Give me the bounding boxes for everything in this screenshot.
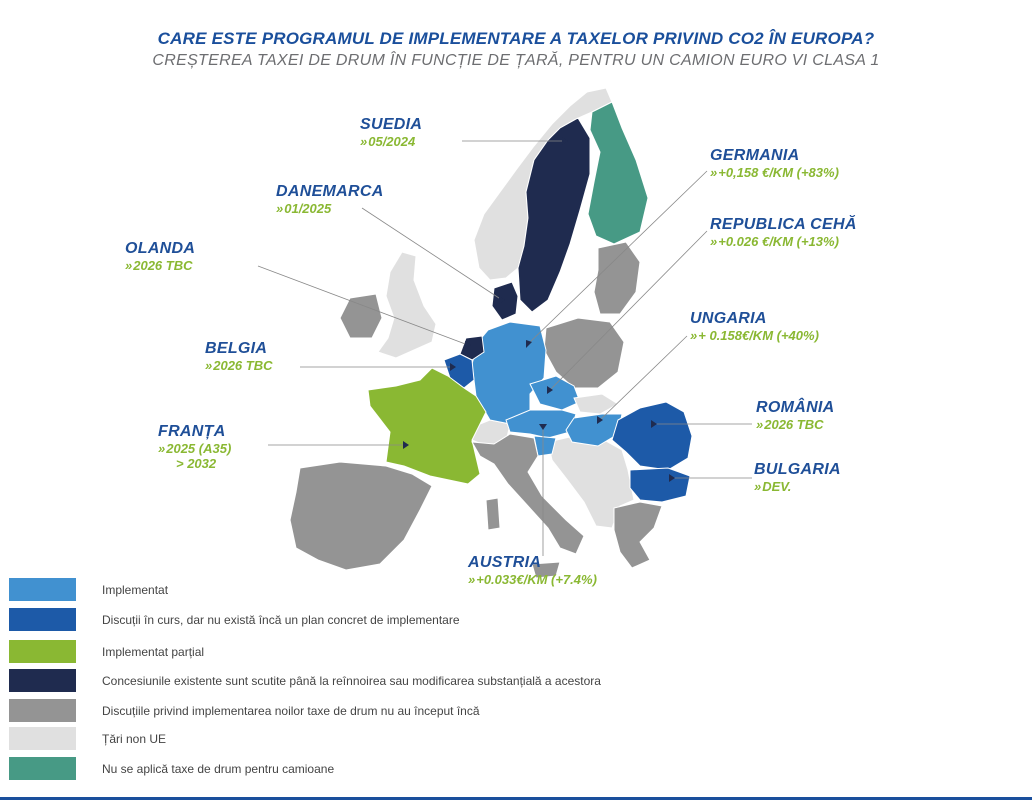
label-romania-value: 2026 TBC — [764, 417, 824, 432]
chevron-icon: » — [205, 358, 210, 373]
label-austria-value: +0.033€/KM (+7.4%) — [476, 572, 597, 587]
country-bulgaria — [630, 468, 690, 502]
chevron-icon: » — [754, 479, 759, 494]
chevron-icon: » — [125, 258, 130, 273]
chevron-icon: » — [468, 572, 473, 587]
legend-label: Discuții în curs, dar nu există încă un plan concret de implementare — [102, 613, 460, 627]
label-romania — [756, 400, 835, 431]
label-belgia — [205, 341, 272, 372]
page-subtitle: CREȘTEREA TAXEI DE DRUM ÎN FUNCȚIE DE ȚARĂ, PENTRU UN CAMION EURO VI CLASA 1 — [152, 52, 880, 69]
label-olanda — [125, 241, 195, 272]
label-suedia-name: SUEDIA — [360, 116, 423, 133]
chevron-icon: » — [710, 165, 715, 180]
label-bulgaria-name: BULGARIA — [754, 461, 841, 478]
label-franta-value2: > 2032 — [176, 456, 217, 471]
legend-label: Nu se aplică taxe de drum pentru camioane — [102, 762, 335, 776]
legend-label: Țări non UE — [102, 732, 167, 746]
label-germania — [710, 148, 839, 179]
chevron-icon: » — [690, 328, 695, 343]
legend-item-not-applicable — [9, 757, 709, 781]
legend-item-discussion — [9, 608, 709, 632]
label-austria-name: AUSTRIA — [468, 554, 542, 571]
label-ungaria — [690, 311, 819, 342]
legend-swatch — [9, 640, 76, 663]
label-republica-ceha — [710, 217, 857, 248]
label-franta-value: 2025 (A35) — [166, 441, 232, 456]
chevron-icon: » — [710, 234, 715, 249]
label-franta — [158, 424, 231, 470]
legend-swatch — [9, 578, 76, 601]
country-sardinia — [486, 498, 500, 530]
country-uk — [378, 252, 436, 358]
chevron-icon: » — [756, 417, 761, 432]
label-republica-ceha-value: +0.026 €/KM (+13%) — [718, 234, 839, 249]
legend-item-not-started — [9, 699, 709, 723]
label-danemarca — [276, 184, 384, 215]
legend-label: Implementat parțial — [102, 645, 205, 659]
legend-item-non-eu — [9, 727, 709, 751]
chevron-icon: » — [276, 201, 281, 216]
label-germania-name: GERMANIA — [710, 147, 800, 164]
legend-swatch — [9, 669, 76, 692]
label-bulgaria-value: DEV. — [762, 479, 792, 494]
legend-swatch — [9, 757, 76, 780]
country-greece — [614, 502, 662, 568]
label-olanda-name: OLANDA — [125, 240, 196, 257]
legend-item-implemented — [9, 578, 709, 602]
label-suedia — [360, 117, 422, 148]
label-olanda-value: 2026 TBC — [133, 258, 193, 273]
legend-label: Concesiunile existente sunt scutite până la reînnoirea sau modificarea substanțială a acestora — [102, 674, 601, 688]
label-belgia-name: BELGIA — [205, 340, 268, 357]
label-romania-name: ROMÂNIA — [756, 399, 835, 416]
legend-label: Discuțiile privind implementarea noilor taxe de drum nu au început încă — [102, 704, 480, 718]
label-belgia-value: 2026 TBC — [213, 358, 273, 373]
country-slovakia — [574, 394, 618, 414]
label-franta-name: FRANȚA — [158, 423, 226, 440]
country-sweden — [518, 118, 590, 312]
label-danemarca-value: 01/2025 — [284, 201, 332, 216]
country-iberia — [290, 462, 432, 570]
label-suedia-value: 05/2024 — [368, 134, 416, 149]
label-ungaria-value: + 0.158€/KM (+40%) — [698, 328, 819, 343]
country-baltics — [594, 242, 640, 314]
label-bulgaria — [754, 462, 841, 493]
label-ungaria-name: UNGARIA — [690, 310, 767, 327]
label-germania-value: +0,158 €/KM (+83%) — [718, 165, 839, 180]
page-title: CARE ESTE PROGRAMUL DE IMPLEMENTARE A TAXELOR PRIVIND CO2 ÎN EUROPA? — [157, 29, 875, 48]
legend-swatch — [9, 608, 76, 631]
label-republica-ceha-name: REPUBLICA CEHĂ — [710, 216, 857, 233]
country-ireland — [340, 294, 382, 338]
label-danemarca-name: DANEMARCA — [276, 183, 384, 200]
legend-item-exempt — [9, 669, 709, 693]
legend-item-partial — [9, 640, 709, 664]
country-denmark — [492, 282, 518, 320]
legend-swatch — [9, 727, 76, 750]
legend-label: Implementat — [102, 583, 169, 597]
country-finland — [588, 102, 648, 244]
chevron-icon: » — [360, 134, 365, 149]
legend-swatch — [9, 699, 76, 722]
chevron-icon: » — [158, 441, 163, 456]
